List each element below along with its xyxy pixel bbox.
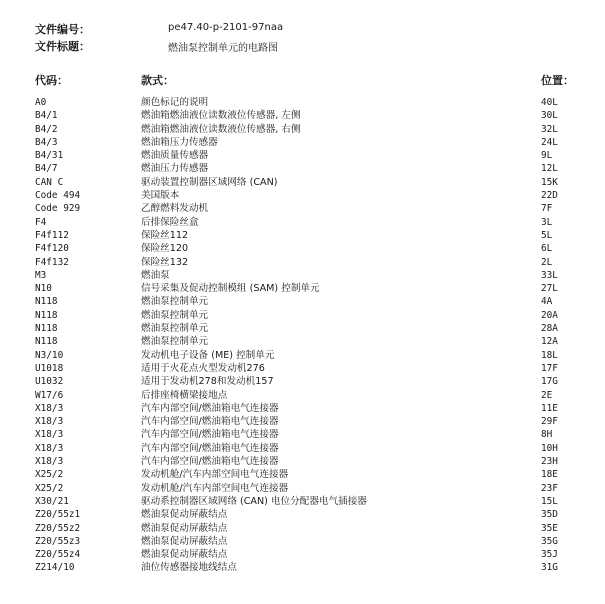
component-code: N118 — [35, 296, 58, 308]
list-item — [0, 548, 605, 561]
component-description: 后排保险丝盒 — [141, 216, 199, 228]
component-code: B4/7 — [35, 163, 58, 175]
component-position: 18L — [541, 349, 558, 361]
component-description: 驱动装置控制器区域网络 (CAN) — [141, 176, 278, 188]
list-item — [0, 149, 605, 162]
component-code: X30/21 — [35, 495, 69, 507]
component-position: 35E — [541, 522, 558, 534]
component-position: 11E — [541, 402, 558, 414]
list-item — [0, 309, 605, 322]
component-position: 12L — [541, 163, 558, 175]
component-position: 23H — [541, 456, 558, 468]
column-header-position: 位置： — [541, 74, 574, 87]
list-item — [0, 96, 605, 109]
component-description: 发动机舱/汽车内部空间电气连接器 — [141, 482, 289, 494]
list-item — [0, 522, 605, 535]
component-description: 燃油质量传感器 — [141, 150, 209, 162]
component-code: CAN C — [35, 176, 64, 188]
list-item — [0, 455, 605, 468]
component-position: 4A — [541, 296, 553, 308]
component-description: 汽车内部空间/燃油箱电气连接器 — [141, 442, 279, 454]
component-list — [0, 96, 605, 575]
column-header-code: 代码： — [35, 74, 68, 87]
component-position: 22D — [541, 190, 558, 202]
component-description: 汽车内部空间/燃油箱电气连接器 — [141, 456, 279, 468]
component-description: 汽车内部空间/燃油箱电气连接器 — [141, 402, 279, 414]
list-item — [0, 229, 605, 242]
component-position: 2L — [541, 256, 553, 268]
component-code: Code 929 — [35, 203, 81, 215]
component-code: N118 — [35, 323, 58, 335]
list-item — [0, 402, 605, 415]
list-item — [0, 349, 605, 362]
list-item — [0, 242, 605, 255]
component-position: 17F — [541, 362, 558, 374]
list-item — [0, 389, 605, 402]
list-item — [0, 428, 605, 441]
component-position: 27L — [541, 283, 558, 295]
component-code: Z20/55z3 — [35, 535, 81, 547]
component-description: 驱动系控制器区域网络 (CAN) 电位分配器电气插接器 — [141, 495, 367, 507]
component-description: 燃油箱压力传感器 — [141, 136, 218, 148]
component-position: 18E — [541, 469, 558, 481]
list-item — [0, 495, 605, 508]
component-description: 燃油泵控制单元 — [141, 323, 209, 335]
component-position: 29F — [541, 416, 558, 428]
list-item — [0, 561, 605, 574]
component-description: 燃油泵促动屏蔽结点 — [141, 535, 228, 547]
list-item — [0, 535, 605, 548]
component-code: F4f112 — [35, 229, 69, 241]
component-description: 颜色标记的说明 — [141, 97, 209, 108]
list-item — [0, 415, 605, 428]
component-description: 燃油泵控制单元 — [141, 336, 209, 348]
component-description: 美国版本 — [141, 190, 180, 202]
component-position: 35G — [541, 535, 558, 547]
component-position: 15K — [541, 176, 558, 188]
component-code: F4 — [35, 216, 47, 228]
doc-title-label: 文件标题： — [35, 40, 90, 53]
list-item — [0, 322, 605, 335]
list-item — [0, 468, 605, 481]
component-code: U1032 — [35, 376, 64, 388]
component-description: 后排座椅横梁接地点 — [141, 389, 228, 401]
component-code: B4/1 — [35, 110, 58, 122]
component-code: Z214/10 — [35, 562, 75, 574]
list-item — [0, 375, 605, 388]
component-position: 35J — [541, 549, 558, 561]
component-description: 汽车内部空间/燃油箱电气连接器 — [141, 429, 279, 441]
component-position: 28A — [541, 323, 558, 335]
component-code: X18/3 — [35, 442, 64, 454]
component-code: B4/3 — [35, 136, 58, 148]
component-description: 燃油泵促动屏蔽结点 — [141, 549, 228, 561]
component-position: 33L — [541, 269, 558, 281]
component-position: 35D — [541, 509, 558, 521]
component-description: 适用于火花点火型发动机276 — [141, 362, 265, 374]
list-item — [0, 442, 605, 455]
component-description: 燃油泵控制单元 — [141, 309, 209, 321]
component-code: X25/2 — [35, 482, 64, 494]
list-item — [0, 295, 605, 308]
component-position: 6L — [541, 243, 553, 255]
component-position: 17G — [541, 376, 558, 388]
component-position: 3L — [541, 216, 553, 228]
component-description: 保险丝120 — [141, 243, 189, 255]
component-code: Z20/55z1 — [35, 509, 81, 521]
component-code: N118 — [35, 309, 58, 321]
list-item — [0, 216, 605, 229]
component-description: 燃油压力传感器 — [141, 163, 209, 175]
component-code: W17/6 — [35, 389, 64, 401]
list-item — [0, 109, 605, 122]
list-item — [0, 269, 605, 282]
list-item — [0, 482, 605, 495]
component-position: 24L — [541, 136, 558, 148]
component-code: N118 — [35, 336, 58, 348]
component-code: Z20/55z2 — [35, 522, 81, 534]
component-position: 8H — [541, 429, 553, 441]
component-code: B4/2 — [35, 123, 58, 135]
list-item — [0, 136, 605, 149]
component-code: A0 — [35, 97, 47, 108]
component-code: N3/10 — [35, 349, 64, 361]
component-code: F4f120 — [35, 243, 69, 255]
component-position: 2E — [541, 389, 553, 401]
component-code: X18/3 — [35, 429, 64, 441]
component-code: X18/3 — [35, 402, 64, 414]
component-position: 9L — [541, 150, 553, 162]
component-description: 燃油箱燃油液位读数液位传感器, 右侧 — [141, 123, 301, 135]
list-item — [0, 335, 605, 348]
component-description: 保险丝132 — [141, 256, 189, 268]
component-description: 油位传感器接地线结点 — [141, 562, 237, 574]
list-item — [0, 162, 605, 175]
component-code: X18/3 — [35, 416, 64, 428]
component-code: F4f132 — [35, 256, 69, 268]
component-code: N10 — [35, 283, 52, 295]
component-description: 保险丝112 — [141, 229, 189, 241]
list-item — [0, 508, 605, 521]
doc-number-value: pe47.40-p-2101-97naa — [168, 22, 284, 33]
component-description: 发动机电子设备 (ME) 控制单元 — [141, 349, 275, 361]
component-description: 燃油泵促动屏蔽结点 — [141, 509, 228, 521]
component-position: 32L — [541, 123, 558, 135]
component-code: X25/2 — [35, 469, 64, 481]
list-item — [0, 282, 605, 295]
component-description: 适用于发动机278和发动机157 — [141, 376, 274, 388]
component-description: 乙醇燃料发动机 — [141, 203, 209, 215]
list-item — [0, 202, 605, 215]
component-description: 信号采集及促动控制模组 (SAM) 控制单元 — [141, 283, 320, 295]
component-code: U1018 — [35, 362, 64, 374]
component-position: 10H — [541, 442, 558, 454]
component-position: 5L — [541, 229, 553, 241]
component-position: 7F — [541, 203, 553, 215]
component-position: 23F — [541, 482, 558, 494]
list-item — [0, 176, 605, 189]
component-code: Z20/55z4 — [35, 549, 81, 561]
list-item — [0, 256, 605, 269]
doc-title-value: 燃油泵控制单元的电路图 — [168, 43, 278, 54]
list-item — [0, 189, 605, 202]
component-description: 燃油泵控制单元 — [141, 296, 209, 308]
component-code: X18/3 — [35, 456, 64, 468]
component-position: 12A — [541, 336, 558, 348]
component-position: 30L — [541, 110, 558, 122]
list-item — [0, 362, 605, 375]
component-description: 汽车内部空间/燃油箱电气连接器 — [141, 416, 279, 428]
component-position: 20A — [541, 309, 558, 321]
component-description: 燃油泵 — [141, 269, 170, 281]
component-code: Code 494 — [35, 190, 81, 202]
component-description: 发动机舱/汽车内部空间电气连接器 — [141, 469, 289, 481]
component-position: 31G — [541, 562, 558, 574]
component-code: M3 — [35, 269, 47, 281]
component-position: 15L — [541, 495, 558, 507]
column-header-description: 款式： — [141, 74, 174, 87]
doc-number-label: 文件编号： — [35, 23, 90, 36]
component-description: 燃油箱燃油液位读数液位传感器, 左侧 — [141, 110, 301, 122]
list-item — [0, 123, 605, 136]
component-description: 燃油泵促动屏蔽结点 — [141, 522, 228, 534]
component-position: 40L — [541, 97, 558, 108]
component-code: B4/31 — [35, 150, 64, 162]
